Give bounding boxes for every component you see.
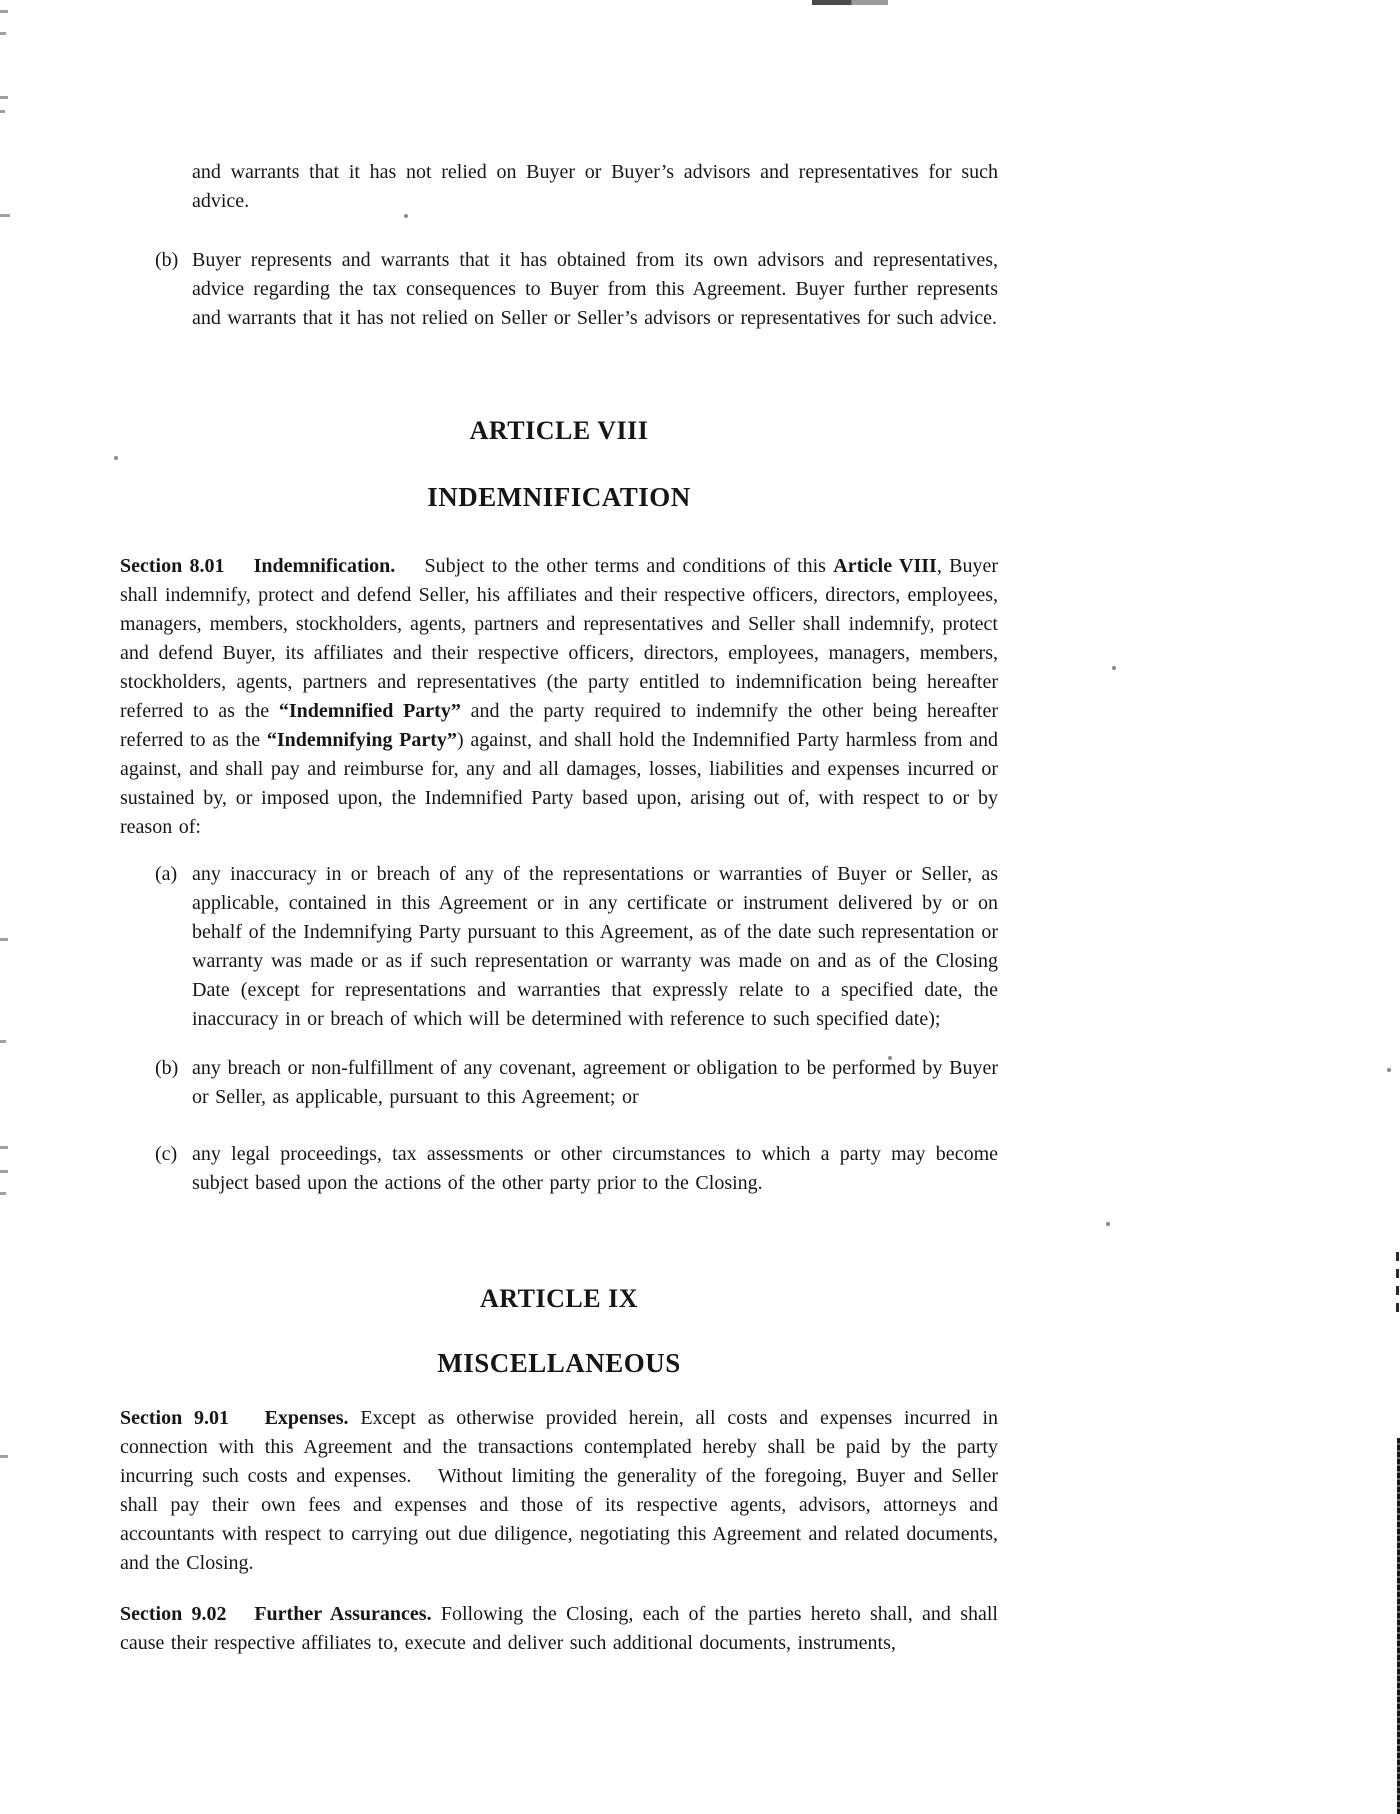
section-8-01-paragraph: Section 8.01 Indemnification. Subject to the other terms and conditions of this Article VIII, Buyer shall indemnify, protect and defend Seller, his affiliates and their respective officers, directors, employees, managers, members, stockholders, agents, partners and representatives and Seller shall indemnify, protect and defend Buyer, its affiliates and their respective officers, directors, employees, managers, members, stockholders, agents, partners and representatives (the party entitled to indemnification being hereafter referred to as the “Indemnified Party” and the party required to indemnify the other being hereafter referred to as the “Indemnifying Party”) against, and shall hold the Indemnified Party harmless from and against, and shall pay and reimburse for, any and all damages, losses, liabilities and expenses incurred or sustained by, or imposed upon, the Indemnified Party based upon, arising out of, with respect to or by reason of: bbox=[120, 555, 999, 838]
scan-artifact-left-tick bbox=[0, 1146, 8, 1149]
scan-artifact-left-tick bbox=[0, 938, 8, 941]
list-marker: (b) bbox=[155, 1057, 179, 1079]
scan-artifact-left-tick bbox=[0, 214, 10, 217]
list-marker: (c) bbox=[155, 1143, 178, 1165]
scan-artifact-left-tick bbox=[0, 1192, 6, 1195]
scan-artifact-left-tick bbox=[0, 32, 6, 35]
list-item-text: Buyer represents and warrants that it has obtained from its own advisors and representatives, advice regarding the tax consequences to Buyer from this Agreement. Buyer further represents and warrants that it has not relied on Seller or Seller’s advisors or representatives for such advice. bbox=[192, 249, 998, 329]
scan-artifact-top-line bbox=[812, 0, 888, 5]
scan-speck bbox=[1112, 666, 1116, 670]
list-item-text: any legal proceedings, tax assessments or other circumstances to which a party may become subject based upon the actions of the other party prior to the Closing. bbox=[192, 1143, 998, 1194]
article-ix-subheading: MISCELLANEOUS bbox=[437, 1348, 681, 1378]
scan-speck bbox=[114, 456, 118, 460]
scan-artifact-left-tick bbox=[0, 1040, 6, 1043]
scan-speck bbox=[1106, 1222, 1110, 1226]
list-marker: (a) bbox=[155, 863, 178, 885]
section-9-01-paragraph: Section 9.01 Expenses. Except as otherwise provided herein, all costs and expenses incurred in connection with this Agreement and the transactions contemplated hereby shall be paid by the party incurring such costs and expenses. Without limiting the generality of the foregoing, Buyer and Seller shall pay their own fees and expenses and those of its respective agents, advisors, attorneys and accountants with respect to carrying out due diligence, negotiating this Agreement and related documents, and the Closing. bbox=[120, 1407, 999, 1574]
list-item-b-intro bbox=[155, 246, 998, 333]
article-ix-heading: ARTICLE IX bbox=[480, 1284, 638, 1313]
article-viii-subheading: INDEMNIFICATION bbox=[427, 482, 691, 512]
paragraph-continuation-advice: and warrants that it has not relied on Buyer or Buyer’s advisors and representatives for such advice. bbox=[192, 161, 998, 212]
list-item-text: any breach or non-fulfillment of any covenant, agreement or obligation to be performed by Buyer or Seller, as applicable, pursuant to this Agreement; or bbox=[192, 1057, 998, 1108]
list-marker: (b) bbox=[155, 249, 179, 271]
list-item-text: any inaccuracy in or breach of any of the representations or warranties of Buyer or Seller, as applicable, contained in this Agreement or in any certificate or instrument delivered by or on behalf of the Indemnifying Party pursuant to this Agreement, as of the date such representation or warranty was made or as if such representation or warranty was made on and as of the Closing Date (except for representations and warranties that expressly relate to a specified date, the inaccuracy in or breach of which will be determined with reference to such specified date); bbox=[192, 863, 998, 1030]
scan-artifact-left-tick bbox=[0, 10, 8, 13]
list-item-a bbox=[155, 860, 998, 1034]
scan-artifact-left-tick bbox=[0, 110, 5, 113]
scan-artifact-left-tick bbox=[0, 96, 8, 99]
list-item-b bbox=[155, 1054, 998, 1112]
scan-artifact-left-tick bbox=[0, 1170, 8, 1173]
list-item-c bbox=[155, 1140, 998, 1198]
scan-speck bbox=[1387, 1068, 1391, 1072]
article-viii-heading: ARTICLE VIII bbox=[469, 416, 649, 445]
scan-artifact-left-tick bbox=[0, 1455, 8, 1458]
scan-artifact-right-dashed-line bbox=[1396, 1252, 1399, 1316]
section-9-02-paragraph: Section 9.02 Further Assurances. Following the Closing, each of the parties hereto shall, and shall cause their respective affiliates to, execute and deliver such additional documents, instruments, bbox=[120, 1603, 998, 1654]
